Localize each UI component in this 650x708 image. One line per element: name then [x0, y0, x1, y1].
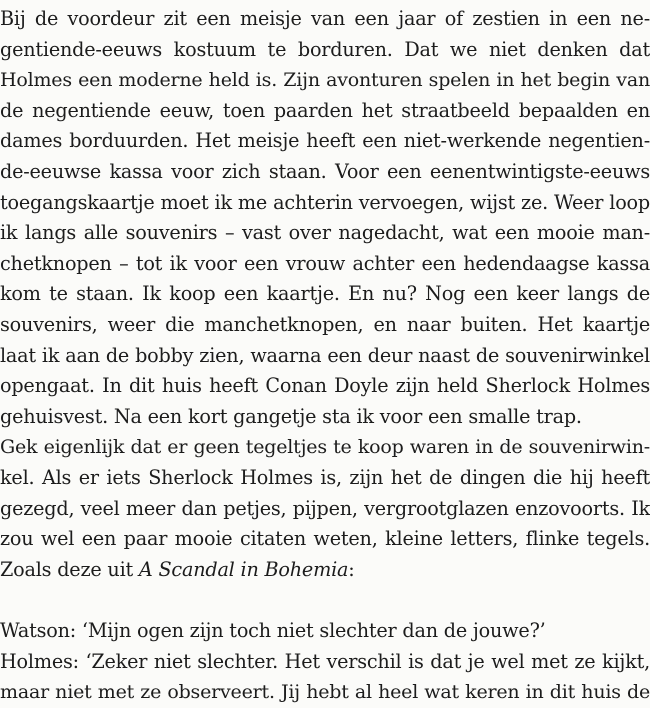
dialogue-line-holmes-cont: maar niet met ze observeert. Jij hebt al heel wat keren in dit huis de — [0, 681, 650, 704]
text-line: gehuisvest. Na een kort gangetje sta ik voor een smalle trap. — [0, 404, 582, 428]
text-line — [0, 555, 650, 586]
text-fragment: : — [348, 557, 355, 581]
book-title: A Scandal in Bohemia — [138, 557, 349, 581]
dialogue-line-holmes: Holmes: ‘Zeker niet slechter. Het verschil is dat je wel met ze kijkt, — [0, 649, 650, 673]
text-line: opengaat. In dit huis heeft Conan Doyle zijn held Sherlock Holmes — [0, 374, 650, 398]
text-line: toegangskaartje moet ik me achterin vervoegen, wijst ze. Weer loop — [0, 190, 650, 214]
text-fragment: Zoals deze uit — [0, 557, 139, 581]
text-line: Holmes een moderne held is. Zijn avonturen spelen in het begin van — [0, 69, 650, 92]
text-line: chetknopen – tot ik voor een vrouw achter een hedendaagse kassa — [0, 251, 650, 275]
text-line: de negentiende eeuw, toen paarden het straatbeeld bepaalden en — [0, 98, 650, 122]
dialogue-line-watson: Watson: ‘Mijn ogen zijn toch niet slechter dan de jouwe?’ — [0, 619, 546, 642]
text-line: gentiende-eeuws kostuum te borduren. Dat we niet denken dat — [0, 37, 650, 61]
text-line: gezegd, veel meer dan petjes, pijpen, vergrootglazen enzovoorts. Ik — [0, 496, 650, 520]
text-line: souvenirs, weer die manchetknopen, en naar buiten. Het kaartje — [0, 313, 650, 336]
text-line: ik langs alle souvenirs – vast over nagedacht, wat een mooie man- — [0, 221, 650, 245]
text-line: Gek eigenlijk dat er geen tegeltjes te koop waren in de souvenirwin- — [0, 436, 650, 459]
text-line: zou wel een paar mooie citaten weten, kleine letters, flinke tegels. — [0, 527, 650, 551]
text-line: de-eeuwse kassa voor zich staan. Voor een eenentwintigste-eeuws — [0, 160, 650, 183]
text-line: kel. Als er iets Sherlock Holmes is, zijn het de dingen die hij heeft — [0, 466, 650, 489]
text-line: dames borduurden. Het meisje heeft een niet-werkende negentien- — [0, 129, 650, 153]
text-line: kom te staan. Ik koop een kaartje. En nu? Nog een keer langs de — [0, 282, 650, 306]
text-line: laat ik aan de bobby zien, waarna een deur naast de souvenirwinkel — [0, 343, 650, 367]
text-line: Bij de voordeur zit een meisje van een jaar of zestien in een ne- — [0, 7, 650, 30]
